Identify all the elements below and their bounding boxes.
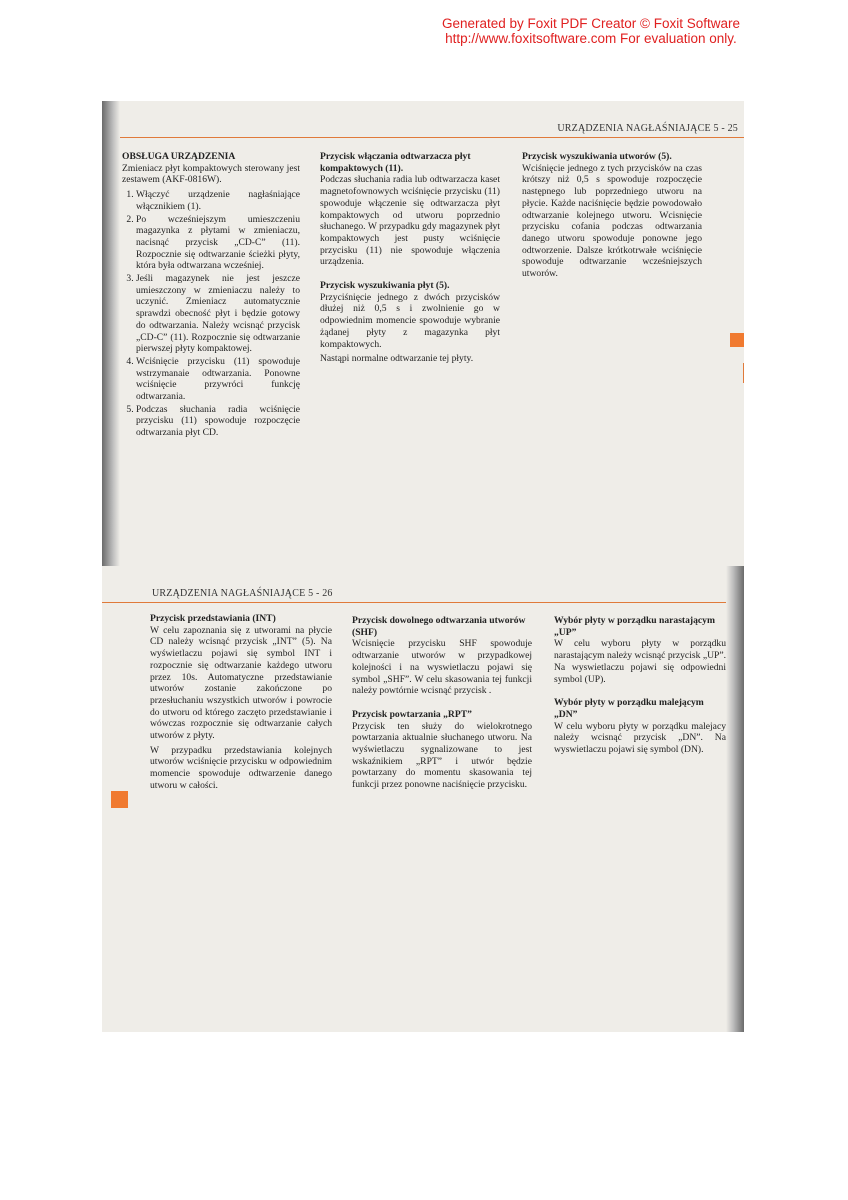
section-tab-marker — [111, 791, 128, 808]
list-item: 1. Włączyć urządzenie nagłaśniające włącznikiem (1). — [136, 189, 300, 212]
column-operation — [122, 151, 300, 440]
column-shuffle-repeat — [352, 615, 532, 794]
paragraph: Wcisnięcie przycisku SHF spowoduje odtwarzanie utworów w przypadkowej kolejności i na wyswietlaczu pojawi się symbol „SHF”. W celu skasowania tej funkcji należy powtórnie wcisnąć przycisk . — [352, 638, 532, 697]
list-item: 3. Jeśli magazynek nie jest jeszcze umieszczony w zmieniaczu należy to uczynić. Zmieniacz automatycznie sprawdzi obecność płyt i będzie gotowy do odtwarzania. Należy wcisnąć przycisk „CD-C” (11). Rozpocznie się odtwarzanie pierwszej płyty kompaktowej. — [136, 273, 300, 355]
page-header: URZĄDZENIA NAGŁAŚNIAJĄCE 5 - 26 — [152, 588, 333, 599]
column-intro-scan — [150, 613, 332, 795]
watermark-line-1: Generated by Foxit PDF Creator © Foxit Software — [441, 16, 740, 31]
paragraph: W celu wyboru płyty w porządku narastającym należy wcisnąć przycisk „UP”. Na wyswietlaczu pojawi się odpowiedni symbol (UP). — [554, 638, 726, 685]
paragraph: W celu wyboru płyty w porządku malejacy należy wcisnąć przycisk „DN”. Na wyswietlaczu pojawi się symbol (DN). — [554, 720, 726, 756]
page-5-26 — [102, 566, 744, 1032]
section-title: Przycisk włączania odtwarzacza płyt kompaktowych (11). — [320, 151, 471, 174]
list-item: 5. Podczas słuchania radia wciśnięcie przycisku (11) spowoduje rozpoczęcie odtwarzania płyt CD. — [136, 404, 300, 439]
column-cd-buttons — [320, 151, 500, 368]
paragraph: Przyciśnięcie jednego z dwóch przycisków dłużej niż 0,5 s i zwolnienie go w odpowiednim momencie spowoduje wybranie żądanej płyty z magazynka płyt kompaktowych. — [320, 291, 500, 350]
paragraph: W celu zapoznania się z utworami na płycie CD należy wcisnąć przycisk „INT” (5). Na wyświetlaczu pojawi się symbol INT i rozpocznie się odtwarzanie każdego utworu przez 10s. Automatyczne przedstawianie utworów zostanie zakończone po przesłuchaniu wszystkich utworów i powrocie do utworu od którego zaczęto przedstawianie i wówczas rozpocznie się odtwarzanie całych utworów z płyty. — [150, 624, 332, 742]
header-rule — [120, 137, 744, 138]
page-gutter — [102, 101, 120, 566]
section-title: Przycisk wyszukiwania płyt (5). — [320, 280, 450, 292]
column-track-search — [522, 151, 702, 283]
section-title: Przycisk przedstawiania (INT) — [150, 613, 276, 624]
paragraph: Podczas słuchania radia lub odtwarzacza kaset magnetofownowych wciśnięcie przycisku (11) spowoduje włączenie się odtwarzacza płyt kompaktowych od utworu poprzednio słuchanego. W przypadku gdy magazynek płyt kompaktowych jest pusty wciśnięcie przycisku (11) nie spowoduje włączenia urządzenia. — [320, 174, 500, 268]
section-title: Przycisk powtarzania „RPT” — [352, 708, 472, 720]
paragraph: W przypadku przedstawiania kolejnych utworów wciśnięcie przycisku w odpowiednim momencie spowoduje odtwarzenie danego utworu w całości. — [150, 744, 332, 791]
list-item: 2. Po wcześniejszym umieszczeniu magazynka z płytami w zmieniaczu, nacisnąć przycisk „CD-C” (11). Rozpocznie się odtwarzanie ścieżki płyty, która była odtwarzana wcześniej. — [136, 214, 300, 273]
steps-list — [122, 189, 300, 439]
section-title: OBSŁUGA URZĄDZENIA — [122, 151, 236, 162]
watermark-line-2: http://www.foxitsoftware.com For evaluation only. — [445, 31, 737, 46]
section-tab-marker — [730, 333, 744, 347]
paragraph: Przycisk ten służy do wielokrotnego powtarzania aktualnie słuchanego utworu. Na wyświetlaczu sygnalizowane to jest wskaźnikiem „RPT” i utwór będzie powtarzany do momentu skasowania tej funkcji przez ponowne naciśnięcie przycisku. — [352, 720, 532, 791]
section-title: Wybór płyty w porządku narastającym „UP” — [554, 615, 715, 638]
page-header: URZĄDZENIA NAGŁAŚNIAJĄCE 5 - 25 — [557, 123, 738, 134]
paragraph: Nastąpi normalne odtwarzanie tej płyty. — [320, 353, 474, 365]
section-title: Przycisk wyszukiwania utworów (5). — [522, 151, 672, 162]
page-5-25 — [102, 101, 744, 566]
watermark — [442, 16, 740, 46]
section-title: Wybór płyty w porządku malejącym „DN” — [554, 697, 704, 720]
column-disc-order — [554, 615, 726, 759]
header-rule — [102, 602, 726, 603]
paragraph: Wciśnięcie jednego z tych przycisków na czas krótszy niż 0,5 s spowoduje rozpoczęcie następnego lub poprzedniego utworu na płycie. Każde naciśnięcie będzie powodowało odtwarzanie kolejnego utworu. Wcisnięcie przycisku cofania podczas odtwarzania danego utworu spowoduje ponowne jego odtworzenie. Dalsze krótkotrwałe wciśnięcie spowoduje odtwarzanie wcześniejszych utworów. — [522, 162, 702, 280]
paragraph: Zmieniacz płyt kompaktowych sterowany jest zestawem (AKF-0816W). — [122, 162, 300, 186]
list-item: 4. Wciśnięcie przycisku (11) spowoduje wstrzymanaie odtwarzania. Ponowne wciśnięcie przywróci funkcję odtwarzania. — [136, 356, 300, 403]
section-title: Przycisk dowolnego odtwarzania utworów (SHF) — [352, 615, 526, 638]
page-gutter — [726, 566, 744, 1032]
margin-line — [743, 363, 744, 383]
